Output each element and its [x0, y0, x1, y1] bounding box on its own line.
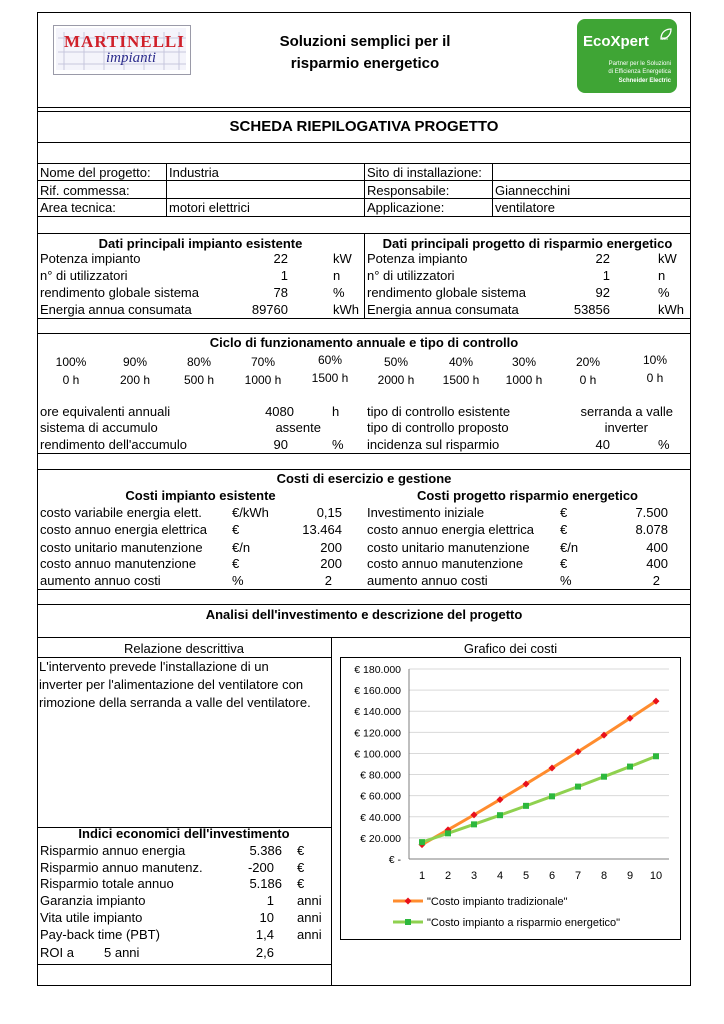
y-tick-label: € 160.000 — [354, 685, 401, 698]
ciclo-percent: 20% — [575, 355, 601, 369]
accumulo-label: sistema di accumulo — [40, 420, 158, 435]
indice-mid: 5 anni — [104, 945, 140, 960]
data-point — [653, 753, 659, 759]
controllo-esistente-value: serranda a valle — [580, 404, 673, 419]
costo-label: costo variabile energia elett. — [40, 505, 202, 520]
legend-marker — [405, 919, 411, 925]
costo-value: 2 — [324, 573, 332, 588]
costo-value: 13.464 — [302, 522, 342, 537]
ciclo-hours: 0 h — [579, 373, 597, 387]
schneider-brand: Schneider Electric — [618, 78, 671, 84]
costo-unit: €/kWh — [232, 505, 269, 520]
costo-label: costo annuo energia elettrica — [367, 522, 534, 537]
ciclo-hours: 1000 h — [244, 373, 282, 387]
costo-label: costo unitario manutenzione — [367, 540, 530, 555]
ore-equivalenti-label: ore equivalenti annuali — [40, 404, 171, 419]
dati-esistente-value: 1 — [280, 268, 288, 283]
data-point — [419, 839, 425, 845]
applicazione-value: ventilatore — [495, 200, 555, 215]
indice-value: 1 — [266, 893, 274, 908]
ecoxpert-name: EcoXpert — [583, 33, 649, 50]
dati-esistente-label: n° di utilizzatori — [40, 268, 128, 283]
area-tecnica-value: motori elettrici — [169, 200, 250, 215]
data-point — [471, 821, 477, 827]
controllo-esistente-label: tipo di controllo esistente — [367, 404, 511, 419]
dati-progetto-value: 92 — [595, 285, 610, 300]
indice-unit: € — [297, 876, 305, 891]
y-tick-label: € 120.000 — [354, 727, 401, 740]
dati-esistente-label: rendimento globale sistema — [40, 285, 199, 300]
dati-progetto-label: n° di utilizzatori — [367, 268, 455, 283]
dati-progetto-unit: % — [658, 285, 670, 300]
costo-unit: € — [560, 505, 568, 520]
y-tick-label: € 180.000 — [354, 664, 401, 676]
dati-progetto-label: rendimento globale sistema — [367, 285, 526, 300]
x-tick-label: 4 — [496, 870, 504, 882]
indice-label: Vita utile impianto — [40, 910, 143, 925]
applicazione-label: Applicazione: — [367, 200, 445, 215]
dati-esistente-unit: n — [333, 268, 341, 283]
area-tecnica-label: Area tecnica: — [40, 200, 116, 215]
dati-progetto-unit: n — [658, 268, 666, 283]
y-tick-label: € 60.000 — [360, 790, 401, 803]
relazione-title: Relazione descrittiva — [124, 641, 244, 656]
x-tick-label: 7 — [574, 870, 582, 882]
data-point — [497, 812, 503, 818]
ciclo-hours: 0 h — [646, 371, 664, 385]
indice-value: 10 — [259, 910, 274, 925]
dati-esistente-label: Potenza impianto — [40, 251, 141, 266]
ciclo-hours: 500 h — [183, 373, 215, 387]
rendimento-accumulo-unit: % — [332, 437, 344, 452]
ciclo-hours: 1500 h — [311, 371, 349, 385]
martinelli-logo — [53, 25, 191, 75]
dati-progetto-label: Energia annua consumata — [367, 302, 519, 317]
dati-esistente-title: Dati principali impianto esistente — [98, 236, 303, 251]
ore-equivalenti-unit: h — [332, 404, 340, 419]
incidenza-value: 40 — [595, 437, 610, 452]
logo-title: MARTINELLI — [64, 32, 185, 51]
costo-value: 400 — [646, 540, 668, 555]
sito-installazione-label: Sito di installazione: — [367, 165, 482, 180]
data-point — [445, 830, 451, 836]
costo-unit: % — [232, 573, 244, 588]
series-line — [422, 756, 656, 842]
ciclo-hours: 0 h — [62, 373, 80, 387]
ciclo-hours: 2000 h — [377, 373, 415, 387]
x-tick-label: 5 — [522, 870, 530, 882]
ciclo-hours: 1000 h — [505, 373, 543, 387]
costo-unit: % — [560, 573, 572, 588]
rif-commessa-label: Rif. commessa: — [40, 183, 130, 198]
costo-value: 7.500 — [635, 505, 668, 520]
ciclo-percent: 90% — [122, 355, 148, 369]
costo-unit: € — [232, 556, 240, 571]
ciclo-percent: 70% — [250, 355, 276, 369]
ciclo-percent: 10% — [642, 353, 668, 367]
dati-esistente-value: 89760 — [251, 302, 288, 317]
costo-unit: € — [560, 522, 568, 537]
x-tick-label: 8 — [600, 870, 608, 882]
legend-marker — [405, 898, 412, 905]
incidenza-unit: % — [658, 437, 670, 452]
indice-value: 1,4 — [255, 927, 274, 942]
indice-label: Risparmio annuo energia — [40, 843, 186, 858]
ciclo-percent: 100% — [55, 355, 87, 369]
logo-subtitle: impianti — [106, 50, 157, 66]
costo-unit: € — [232, 522, 240, 537]
x-tick-label: 1 — [418, 870, 426, 882]
y-tick-label: € 80.000 — [360, 769, 401, 782]
costo-value: 2 — [652, 573, 660, 588]
costo-value: 0,15 — [316, 505, 342, 520]
ecoxpert-tm: ™ — [661, 37, 668, 44]
ciclo-percent: 80% — [186, 355, 212, 369]
ciclo-hours: 200 h — [119, 373, 151, 387]
costo-value: 200 — [320, 556, 342, 571]
dati-progetto-value: 53856 — [573, 302, 610, 317]
data-point — [549, 793, 555, 799]
incidenza-label: incidenza sul risparmio — [367, 437, 500, 452]
dati-esistente-value: 22 — [273, 251, 288, 266]
indice-value: 5.186 — [249, 876, 282, 891]
scheda-title: SCHEDA RIEPILOGATIVA PROGETTO — [229, 118, 499, 135]
indice-label: ROI a — [40, 945, 74, 960]
y-tick-label: € 100.000 — [354, 748, 401, 761]
indice-unit: anni — [297, 927, 322, 942]
ciclo-percent: 40% — [448, 355, 474, 369]
x-tick-label: 3 — [470, 870, 478, 882]
indici-title: Indici economici dell'investimento — [78, 826, 290, 841]
dati-progetto-value: 1 — [602, 268, 610, 283]
costo-unit: €/n — [560, 540, 579, 555]
data-point — [601, 774, 607, 780]
indice-label: Pay-back time (PBT) — [40, 927, 160, 942]
costo-label: costo annuo energia elettrica — [40, 522, 207, 537]
indice-value: -200 — [247, 860, 274, 875]
ore-equivalenti-value: 4080 — [265, 404, 294, 419]
data-point — [627, 764, 633, 770]
y-tick-label: € - — [388, 854, 401, 866]
dati-progetto-label: Potenza impianto — [367, 251, 468, 266]
ecoxpert-badge — [577, 19, 677, 93]
x-tick-label: 9 — [626, 870, 634, 882]
dati-progetto-unit: kW — [658, 251, 677, 266]
indice-label: Risparmio annuo manutenz. — [40, 860, 203, 875]
indice-unit: € — [297, 843, 305, 858]
costo-value: 200 — [320, 540, 342, 555]
ecoxpert-partner-line2: di Efficienza Energetica — [608, 69, 671, 75]
accumulo-value: assente — [275, 420, 321, 435]
header-title-line1: Soluzioni semplici per il — [279, 33, 451, 50]
analisi-title: Analisi dell'investimento e descrizione del progetto — [205, 607, 523, 622]
controllo-proposto-label: tipo di controllo proposto — [367, 420, 509, 435]
dati-esistente-unit: % — [333, 285, 345, 300]
rendimento-accumulo-label: rendimento dell'accumulo — [40, 437, 188, 452]
indice-value: 5.386 — [249, 843, 282, 858]
ciclo-percent: 50% — [383, 355, 409, 369]
legend-label: "Costo impianto tradizionale" — [427, 896, 568, 908]
series-line — [422, 701, 656, 844]
costo-label: costo annuo manutenzione — [40, 556, 197, 571]
indice-unit: € — [297, 860, 305, 875]
ciclo-hours: 1500 h — [442, 373, 480, 387]
costo-label: Investimento iniziale — [367, 505, 485, 520]
y-tick-label: € 20.000 — [360, 832, 401, 845]
dati-esistente-unit: kW — [333, 251, 352, 266]
dati-esistente-value: 78 — [273, 285, 288, 300]
rendimento-accumulo-value: 90 — [273, 437, 288, 452]
indice-unit: anni — [297, 893, 322, 908]
chart-title: Grafico dei costi — [463, 641, 558, 656]
data-point — [523, 803, 529, 809]
costo-unit: €/n — [232, 540, 251, 555]
relazione-line: rimozione della serranda a valle del ventilatore. — [39, 695, 311, 710]
costo-value: 400 — [646, 556, 668, 571]
x-tick-label: 6 — [548, 870, 556, 882]
indice-value: 2,6 — [255, 945, 274, 960]
dati-progetto-unit: kWh — [658, 302, 684, 317]
indice-unit: anni — [297, 910, 322, 925]
costi-progetto-title: Costi progetto risparmio energetico — [416, 488, 639, 503]
costi-esistente-title: Costi impianto esistente — [125, 488, 276, 503]
ciclo-percent: 60% — [317, 353, 343, 367]
costo-unit: € — [560, 556, 568, 571]
y-tick-label: € 40.000 — [360, 811, 401, 824]
relazione-line: inverter per l'alimentazione del ventilatore con — [39, 677, 304, 692]
x-tick-label: 10 — [649, 870, 663, 882]
cost-chart — [341, 658, 680, 939]
costo-label: aumento annuo costi — [40, 573, 161, 588]
ciclo-percent: 30% — [511, 355, 537, 369]
dati-esistente-unit: kWh — [333, 302, 359, 317]
legend-label: "Costo impianto a risparmio energetico" — [427, 917, 621, 929]
dati-progetto-value: 22 — [595, 251, 610, 266]
costi-title: Costi di esercizio e gestione — [276, 471, 452, 486]
controllo-proposto-value: inverter — [604, 420, 648, 435]
indice-label: Garanzia impianto — [40, 893, 146, 908]
nome-progetto-label: Nome del progetto: — [40, 165, 151, 180]
dati-esistente-label: Energia annua consumata — [40, 302, 192, 317]
responsabile-label: Responsabile: — [367, 183, 450, 198]
responsabile-value: Giannecchini — [495, 183, 571, 198]
y-tick-label: € 140.000 — [354, 706, 401, 719]
costo-label: costo unitario manutenzione — [40, 540, 203, 555]
ecoxpert-partner-line1: Partner per le Soluzioni — [608, 61, 671, 67]
relazione-line: L'intervento prevede l'installazione di un — [39, 659, 269, 674]
x-tick-label: 2 — [444, 870, 452, 882]
ciclo-title: Ciclo di funzionamento annuale e tipo di controllo — [209, 335, 519, 350]
costo-value: 8.078 — [635, 522, 668, 537]
indice-label: Risparmio totale annuo — [40, 876, 174, 891]
costo-label: costo annuo manutenzione — [367, 556, 524, 571]
nome-progetto-value: Industria — [169, 165, 219, 180]
dati-progetto-title: Dati principali progetto di risparmio energetico — [382, 236, 673, 251]
costo-label: aumento annuo costi — [367, 573, 488, 588]
data-point — [575, 784, 581, 790]
header-title-line2: risparmio energetico — [290, 55, 440, 72]
